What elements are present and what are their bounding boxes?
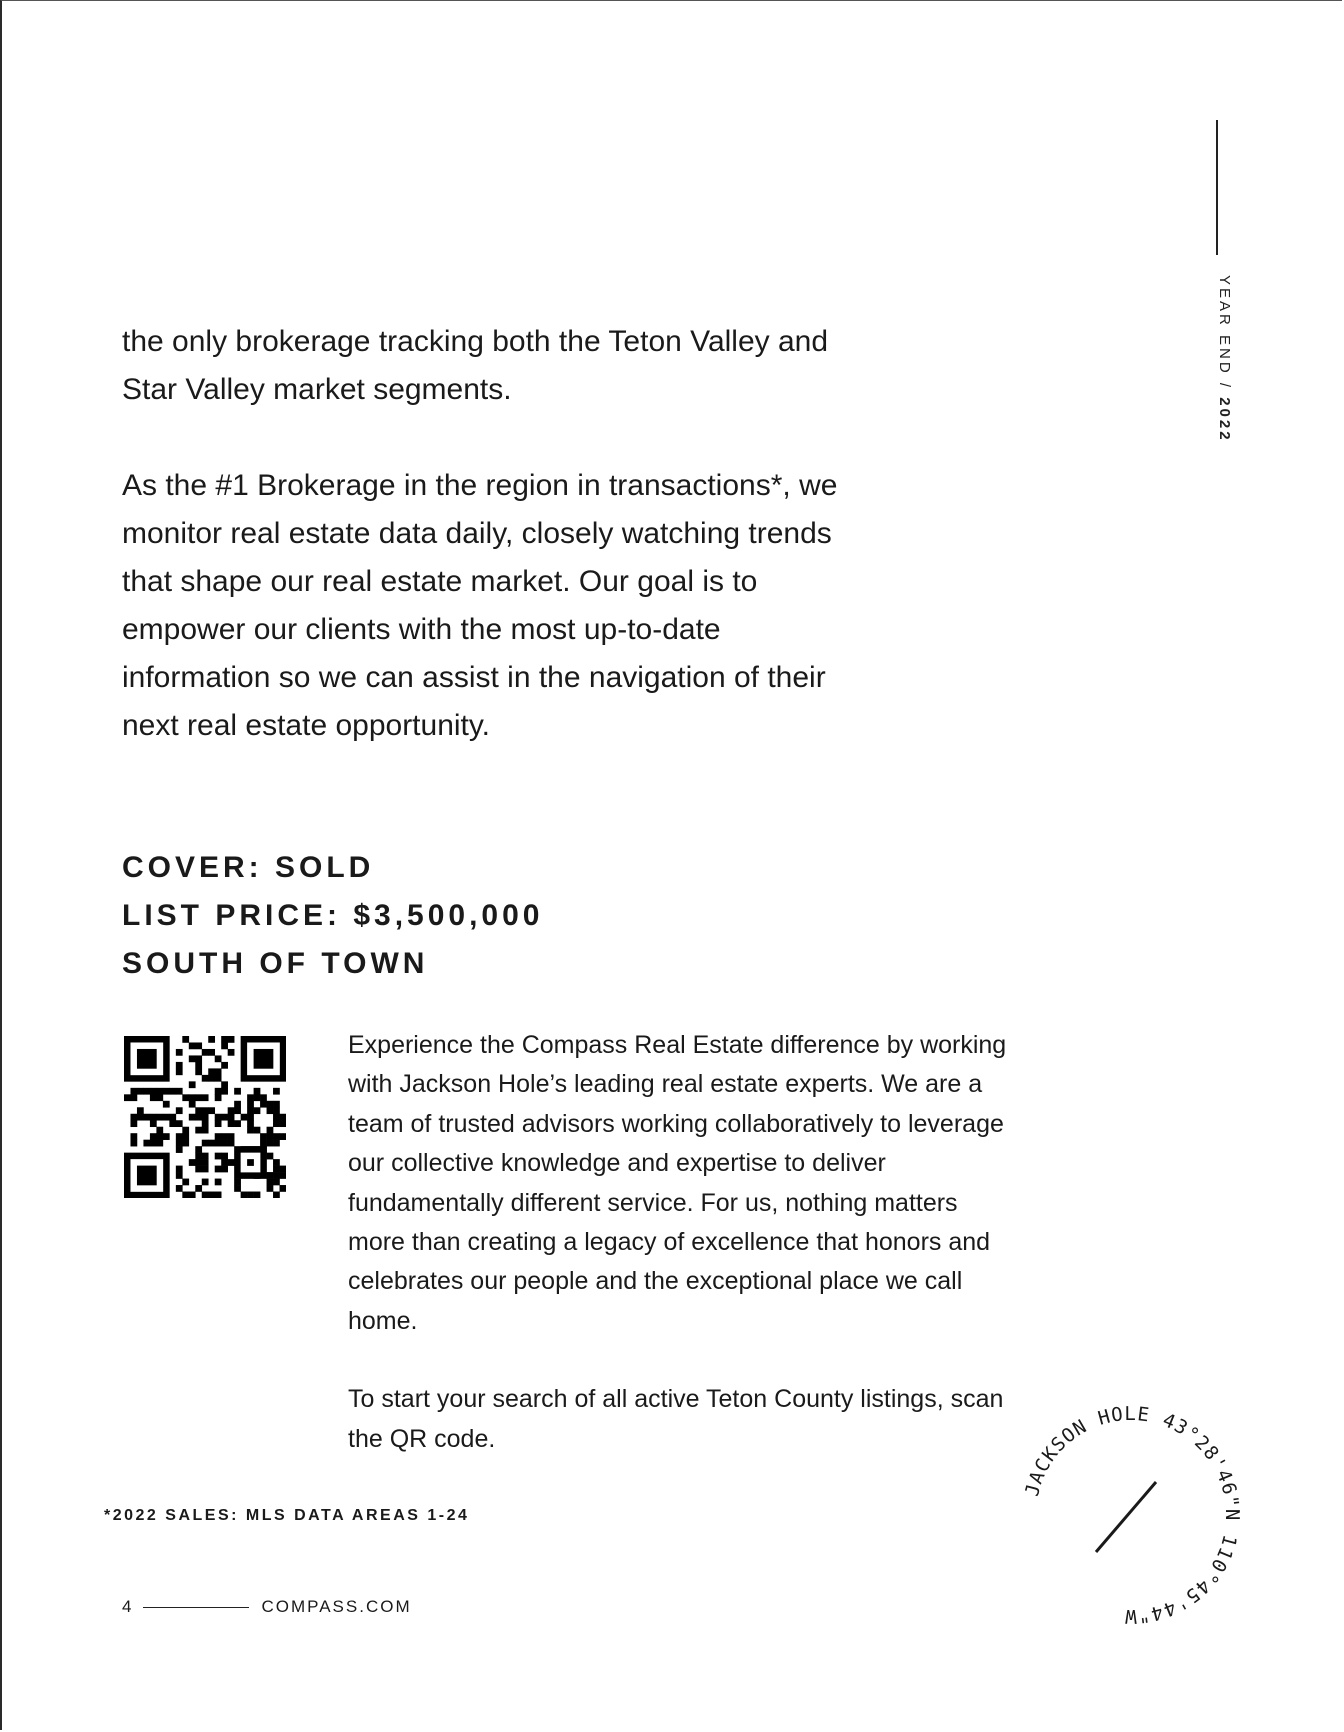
footer-rule — [143, 1607, 249, 1608]
svg-text:JACKSON HOLE 43°28'46"N 110°45 — [1021, 1403, 1243, 1627]
body-text — [348, 1026, 1018, 1498]
side-rule — [1216, 120, 1218, 255]
jackson-hole-seal-icon — [1016, 1400, 1246, 1630]
qr-code-icon[interactable] — [124, 1036, 286, 1198]
page-footer — [122, 1597, 412, 1617]
body-paragraph-1: Experience the Compass Real Estate difference by working with Jackson Hole’s leading real estate experts. We are a team of trusted advisors working collaboratively to leverage our collective knowledge and expertise to deliver fundamentally different service. For us, nothing matters more than creating a legacy of excellence that honors and celebrates our people and the exceptional place we call home. — [348, 1031, 1007, 1335]
seal-slash — [1096, 1482, 1156, 1552]
intro-text — [122, 318, 842, 798]
side-label-year: 2022 — [1216, 397, 1233, 443]
cover-status: COVER: SOLD — [122, 851, 375, 884]
cover-info — [122, 844, 544, 988]
footer-site-link[interactable]: COMPASS.COM — [261, 1597, 412, 1616]
body-paragraph-2: To start your search of all active Teton County listings, scan the QR code. — [348, 1385, 1004, 1453]
cover-list-price: LIST PRICE: $3,500,000 — [122, 899, 544, 932]
intro-paragraph-2: As the #1 Brokerage in the region in transactions*, we monitor real estate data daily, closely watching trends that shape our real estate market. Our goal is to empower our clients with the most up-to-date information so we can assist in the navigation of their next real estate opportunity. — [122, 469, 838, 742]
page-number: 4 — [122, 1597, 132, 1616]
cover-location: SOUTH OF TOWN — [122, 947, 429, 980]
seal-text: JACKSON HOLE 43°28'46"N 110°45'44"W — [1021, 1402, 1244, 1628]
intro-paragraph-1: the only brokerage tracking both the Teton Valley and Star Valley market segments. — [122, 325, 829, 406]
side-label — [1216, 275, 1233, 443]
footnote: *2022 SALES: MLS DATA AREAS 1-24 — [104, 1507, 470, 1524]
side-label-prefix: YEAR END / — [1216, 275, 1233, 398]
